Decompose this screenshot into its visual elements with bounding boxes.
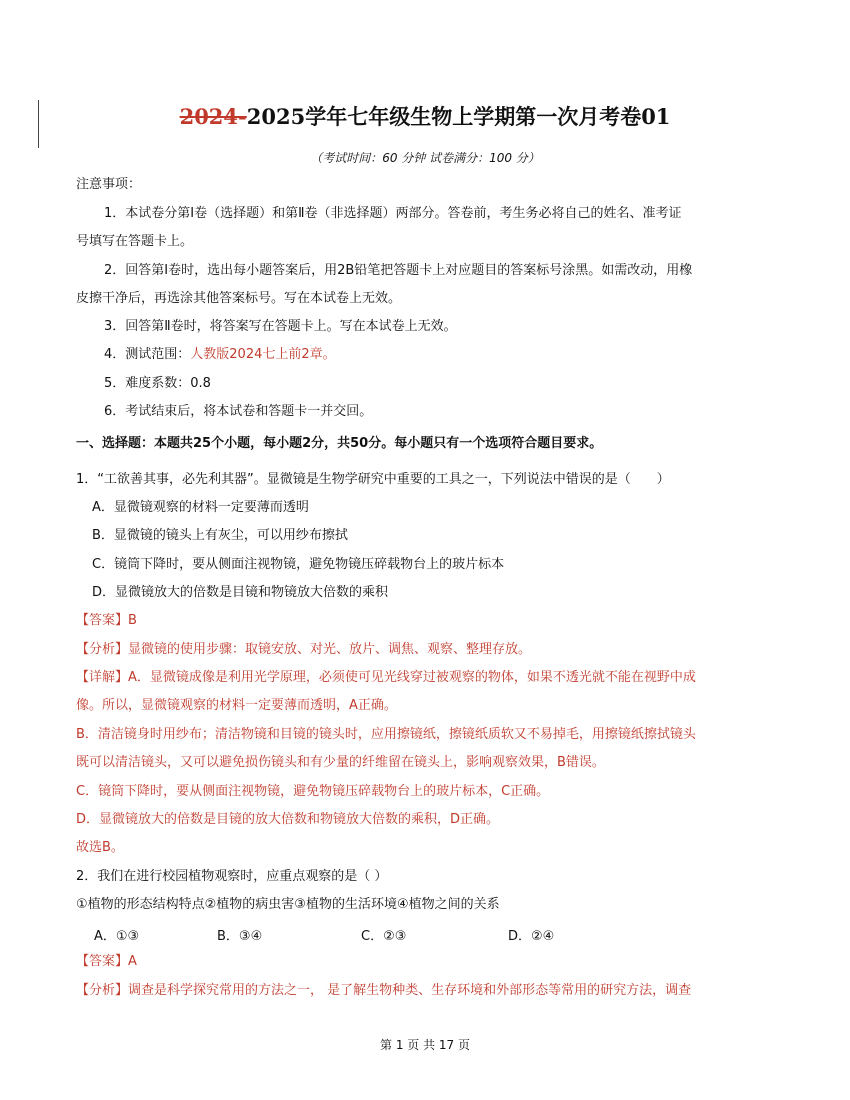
q2-answer: 【答案】A (76, 954, 137, 969)
q1-detail-6: D．显微镜放大的倍数是目镜的放大倍数和物镜放大倍数的乘积，D正确。 (76, 812, 500, 827)
q1-option-c: C．镜筒下降时，要从侧面注视物镜，避免物镜压碎载物台上的玻片标本 (92, 557, 505, 572)
title-main: 2025学年七年级生物上学期第一次月考卷01 (246, 104, 671, 129)
q1-conclusion: 故选B。 (76, 840, 124, 855)
exam-subtitle: （考试时间：60 分钟 试卷满分：100 分） (310, 151, 540, 165)
q1-stem: 1．“工欲善其事，必先利其器”。显微镜是生物学研究中重要的工具之一，下列说法中错误的是（ ） (76, 472, 670, 487)
q2-stem: 2．我们在进行校园植物观察时，应重点观察的是（ ） (76, 869, 388, 884)
q2-option-d: D．②④ (508, 929, 555, 944)
q1-detail-2: 像。所以，显微镜观察的材料一定要薄而透明，A正确。 (76, 698, 397, 713)
q2-statements: ①植物的形态结构特点②植物的病虫害③植物的生活环境④植物之间的关系 (76, 897, 500, 912)
q1-option-a: A．显微镜观察的材料一定要薄而透明 (92, 500, 309, 515)
notice-item-5: 5．难度系数：0.8 (104, 376, 211, 391)
page-footer: 第 1 页 共 17 页 (380, 1038, 470, 1052)
notice-item-6: 6．考试结束后，将本试卷和答题卡一并交回。 (104, 404, 373, 419)
q2-option-a: A．①③ (94, 929, 140, 944)
notice-item-2: 2．回答第Ⅰ卷时，选出每小题答案后，用2B铅笔把答题卡上对应题目的答案标号涂黑。如需改动，用橡 (104, 263, 693, 278)
notice-item-1: 1．本试卷分第Ⅰ卷（选择题）和第Ⅱ卷（非选择题）两部分。答卷前，考生务必将自己的姓名、准考证 (104, 206, 682, 221)
q1-detail-5: C．镜筒下降时，要从侧面注视物镜，避免物镜压碎载物台上的玻片标本，C正确。 (76, 784, 550, 799)
q1-detail-3: B．清洁镜身时用纱布；清洁物镜和目镜的镜头时，应用擦镜纸，擦镜纸质软又不易掉毛，用擦镜纸擦拭镜头 (76, 727, 696, 742)
notice-item-4-label: 4．测试范围： (104, 347, 191, 362)
q1-detail-4: 既可以清洁镜头，又可以避免损伤镜头和有少量的纤维留在镜头上，影响观察效果，B错误。 (76, 755, 605, 770)
q1-analysis: 【分析】显微镜的使用步骤：取镜安放、对光、放片、调焦、观察、整理存放。 (76, 642, 532, 657)
q2-analysis: 【分析】调查是科学探究常用的方法之一， 是了解生物种类、生存环境和外部形态等常用的研究方法，调查 (76, 983, 692, 998)
q2-option-b: B．③④ (217, 929, 263, 944)
q1-option-d: D．显微镜放大的倍数是目镜和物镜放大倍数的乘积 (92, 585, 389, 600)
page-title (0, 101, 850, 131)
notice-heading: 注意事项： (76, 177, 142, 192)
q1-option-b: B．显微镜的镜头上有灰尘，可以用纱布擦拭 (92, 528, 348, 543)
notice-item-3: 3．回答第Ⅱ卷时，将答案写在答题卡上。写在本试卷上无效。 (104, 319, 457, 334)
q1-detail-1: 【详解】A．显微镜成像是利用光学原理，必须使可见光线穿过被观察的物体，如果不透光就不能在视野中成 (76, 670, 696, 685)
notice-item-2-cont: 皮擦干净后，再选涂其他答案标号。写在本试卷上无效。 (76, 291, 402, 306)
notice-scope-value: 人教版2024七上前2章。 (190, 347, 336, 362)
section-heading: 一、选择题：本题共25个小题，每小题2分，共50分。每小题只有一个选项符合题目要求。 (76, 436, 603, 451)
title-strikethrough-year: 2024- (179, 104, 247, 129)
notice-item-4 (104, 346, 336, 364)
q2-option-c: C．②③ (361, 929, 407, 944)
notice-item-1-cont: 号填写在答题卡上。 (76, 234, 194, 249)
q1-answer: 【答案】B (76, 613, 137, 628)
